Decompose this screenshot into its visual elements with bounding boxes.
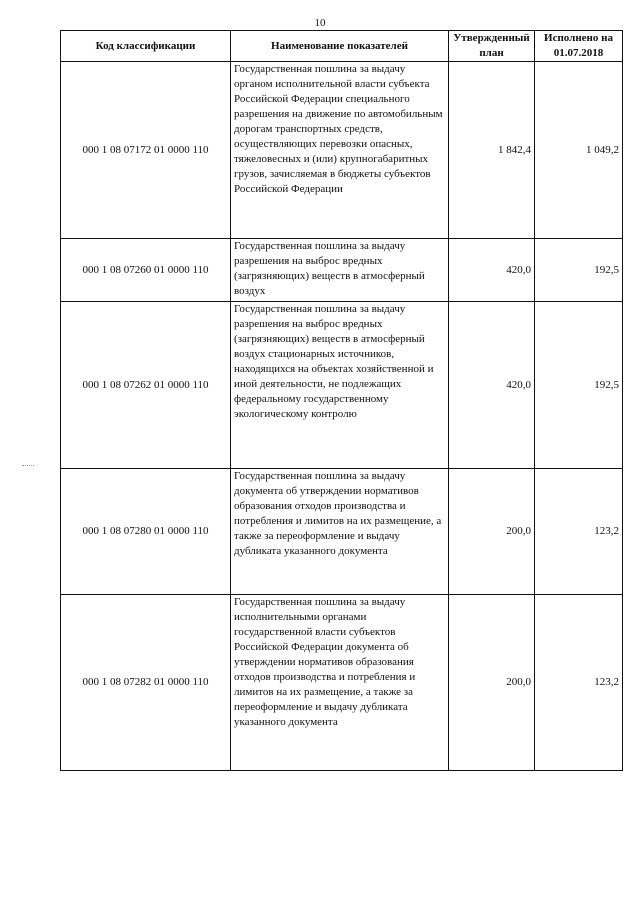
- row-code: 000 1 08 07282 01 0000 110: [61, 595, 231, 771]
- row-plan: 420,0: [449, 302, 535, 469]
- table-header-row: [61, 31, 623, 62]
- row-plan: 200,0: [449, 595, 535, 771]
- row-name: Государственная пошлина за выдачу разрешения на выброс вредных (загрязняющих) веществ в атмосферный воздух стационарных источников, находящихся на объектах хозяйственной и иной деятельности, не подлежащих федеральному государственному экологическому контролю: [231, 302, 449, 469]
- header-code: Код классификации: [61, 31, 231, 62]
- row-plan: 1 842,4: [449, 62, 535, 239]
- header-executed: Исполнено на 01.07.2018: [535, 31, 623, 62]
- header-name: Наименование показателей: [231, 31, 449, 62]
- table-row: [61, 469, 623, 595]
- row-code: 000 1 08 07262 01 0000 110: [61, 302, 231, 469]
- row-executed: 192,5: [535, 302, 623, 469]
- row-code: 000 1 08 07172 01 0000 110: [61, 62, 231, 239]
- table-row: [61, 239, 623, 302]
- header-plan: Утвержденный план: [449, 31, 535, 62]
- row-code: 000 1 08 07280 01 0000 110: [61, 469, 231, 595]
- revenue-table: [60, 30, 623, 771]
- row-name: Государственная пошлина за выдачу органом исполнительной власти субъекта Российской Федерации специального разрешения на движение по автомобильным дорогам транспортных средств, осуществляющих перевозки опасных, тяжеловесных и (или) крупногабаритных грузов, зачисляемая в бюджеты субъектов Российской Федерации: [231, 62, 449, 239]
- row-executed: 123,2: [535, 595, 623, 771]
- table-row: [61, 302, 623, 469]
- row-executed: 1 049,2: [535, 62, 623, 239]
- page-number: 10: [314, 17, 326, 29]
- row-plan: 200,0: [449, 469, 535, 595]
- row-name: Государственная пошлина за выдачу документа об утверждении нормативов образования отходов производства и потребления и лимитов на их размещение, а также за переоформление и выдачу дубликата указанного документа: [231, 469, 449, 595]
- row-name: Государственная пошлина за выдачу исполнительными органами государственной власти субъектов Российской Федерации документа об утверждении нормативов образования отходов производства и потребления и лимитов на их размещение, а также за переоформление и выдачу дубликата указанного документа: [231, 595, 449, 771]
- row-code: 000 1 08 07260 01 0000 110: [61, 239, 231, 302]
- row-executed: 123,2: [535, 469, 623, 595]
- row-executed: 192,5: [535, 239, 623, 302]
- table-row: [61, 595, 623, 771]
- row-name: Государственная пошлина за выдачу разрешения на выброс вредных (загрязняющих) веществ в атмосферный воздух: [231, 239, 449, 302]
- row-plan: 420,0: [449, 239, 535, 302]
- table-row: [61, 62, 623, 239]
- scan-artifact: [22, 465, 34, 467]
